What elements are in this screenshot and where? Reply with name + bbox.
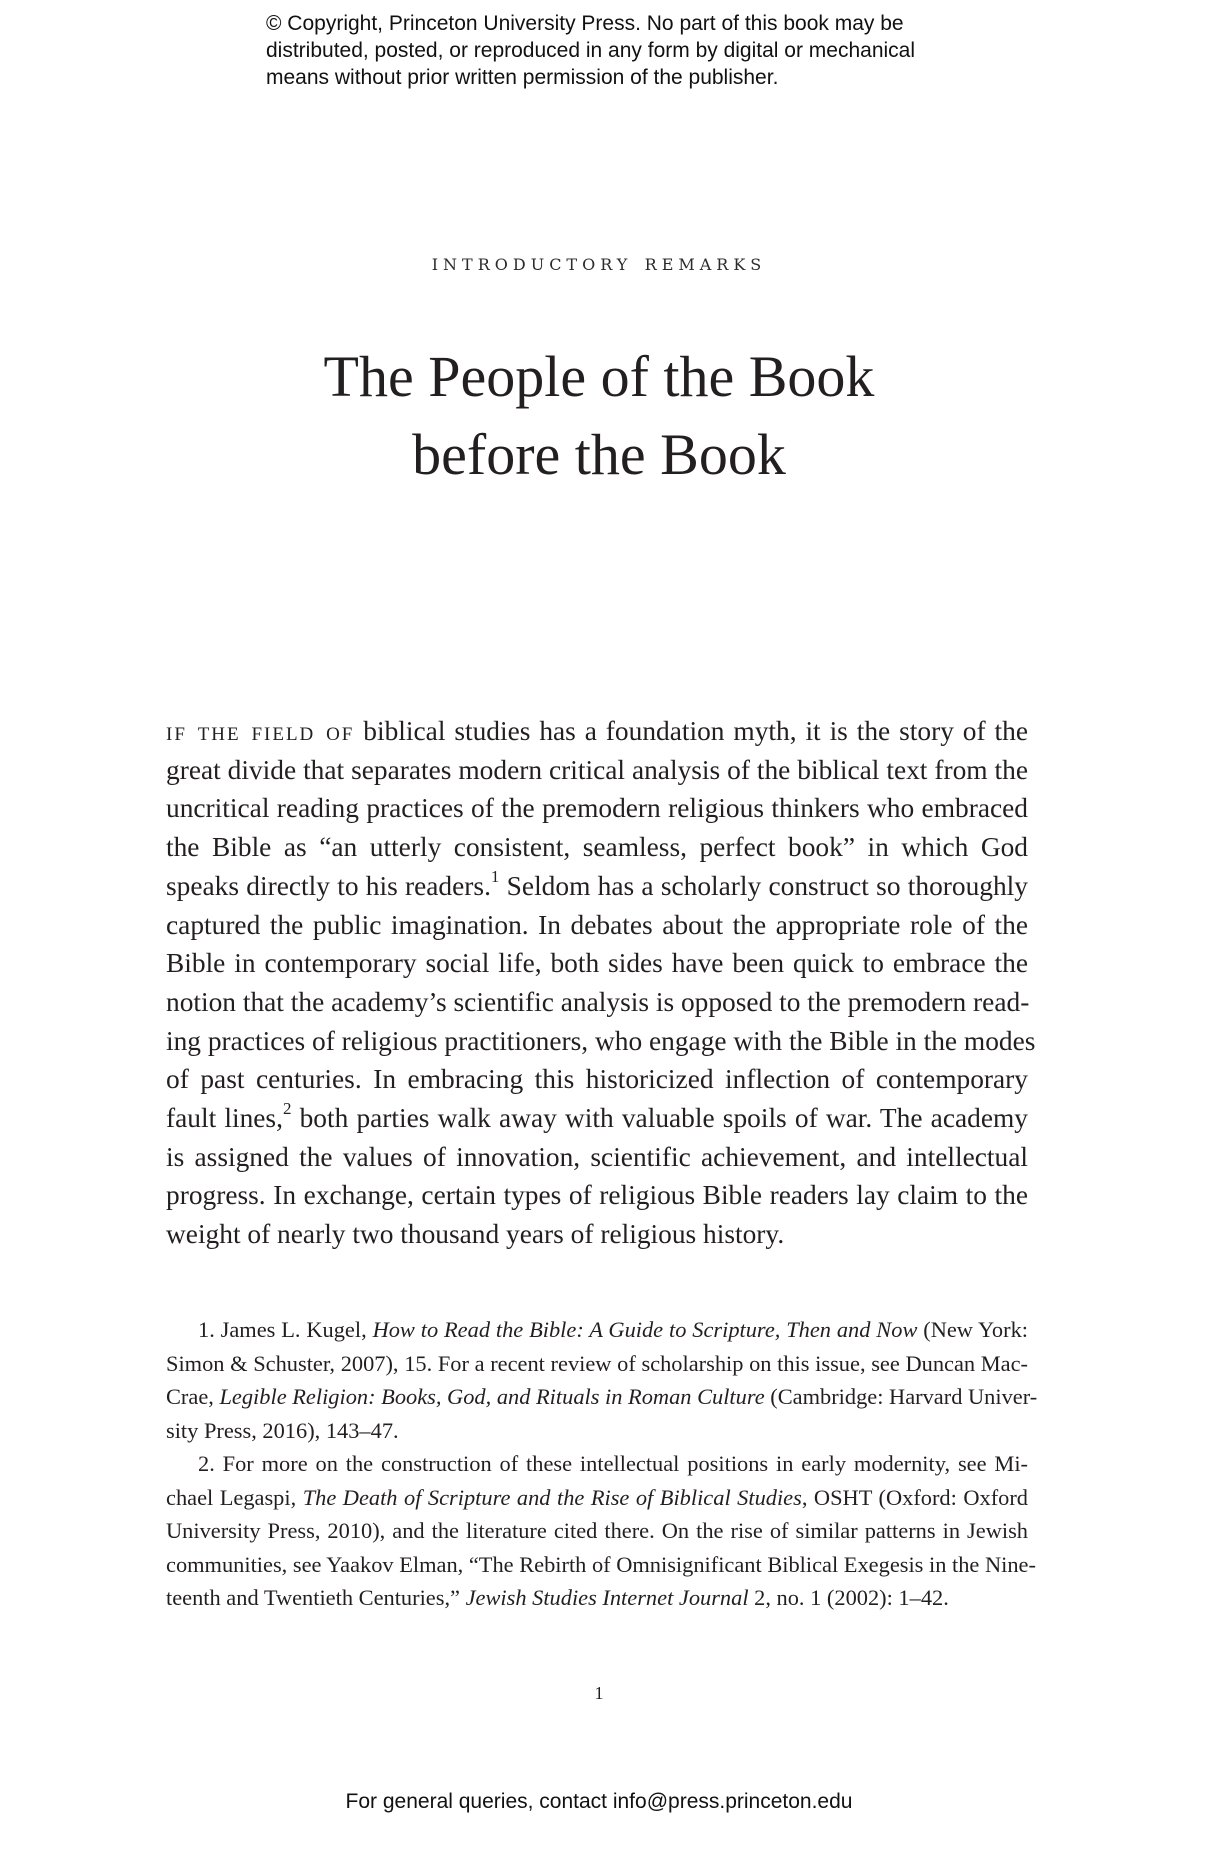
body-text-span: biblical studies has a foundation myth, it is the story of the	[354, 716, 1028, 746]
body-text-span: fault lines,	[166, 1103, 283, 1134]
body-line: captured the public imagination. In debates about the appropriate role of the	[166, 909, 1028, 940]
copyright-line: distributed, posted, or reproduced in any form by digital or mechanical	[266, 39, 916, 62]
note-text-span: 1. James L. Kugel,	[198, 1317, 373, 1342]
note-text-span: 2, no. 1 (2002): 1–42.	[748, 1585, 949, 1610]
body-line	[166, 867, 1028, 906]
body-line: of past centuries. In embracing this historicized inflection of contemporary	[166, 1064, 1028, 1095]
body-line: ing practices of religious practitioners, who engage with the Bible in the modes	[166, 1025, 1036, 1056]
body-line	[166, 1099, 1028, 1138]
body-text-span: both parties walk away with valuable spoils of war. The academy	[291, 1103, 1028, 1134]
copyright-line: © Copyright, Princeton University Press. No part of this book may be	[266, 12, 904, 35]
chapter-title-line: before the Book	[412, 422, 786, 487]
footnote-line: University Press, 2010), and the literature cited there. On the rise of similar patterns in Jewish	[166, 1518, 1028, 1543]
chapter-kicker: introductory remarks	[431, 250, 767, 276]
body-line: the Bible as “an utterly consistent, seamless, perfect book” in which God	[166, 832, 1028, 863]
note-text-span: (Cambridge: Harvard Univer-	[764, 1384, 1038, 1409]
opening-smallcaps: if the field of	[166, 716, 355, 746]
footnote-marker[interactable]: 2	[282, 1098, 292, 1118]
footnotes	[166, 1313, 1038, 1615]
footnote-line: communities, see Yaakov Elman, “The Rebirth of Omnisignificant Biblical Exegesis in the Nine-	[166, 1551, 1036, 1577]
body-line: progress. In exchange, certain types of religious Bible readers lay claim to the	[166, 1180, 1028, 1211]
footnote-line	[166, 1581, 1028, 1615]
note-text-span: chael Legaspi,	[166, 1484, 303, 1510]
body-paragraph	[166, 712, 1036, 1254]
cited-title: How to Read the Bible: A Guide to Scripture, Then and Now	[372, 1317, 918, 1342]
chapter-title-line: The People of the Book	[323, 344, 875, 409]
note-text-span: , OSHT (Oxford: Oxford	[801, 1484, 1028, 1510]
note-text-span: (New York:	[917, 1317, 1028, 1342]
contact-footer: For general queries, contact info@press.princeton.edu	[345, 1790, 853, 1813]
body-line: great divide that separates modern critical analysis of the biblical text from the	[166, 754, 1028, 785]
body-text-span: Seldom has a scholarly construct so thoroughly	[499, 870, 1028, 901]
copyright-notice	[266, 10, 986, 91]
footnote-line: 2. For more on the construction of these intellectual positions in early modernity, see Mi-	[198, 1451, 1028, 1476]
note-text-span: teenth and Twentieth Centuries,”	[166, 1585, 466, 1610]
body-line: weight of nearly two thousand years of religious history.	[166, 1219, 785, 1250]
body-text-span: speaks directly to his readers.	[166, 870, 491, 901]
cited-title: Legible Religion: Books, God, and Rituals in Roman Culture	[219, 1384, 765, 1409]
body-line: uncritical reading practices of the premodern religious thinkers who embraced	[166, 793, 1028, 824]
note-text-span: Crae,	[166, 1384, 220, 1409]
footnote-line	[166, 1380, 1038, 1414]
copyright-line: means without prior written permission of the publisher.	[266, 66, 779, 89]
page-number: 1	[594, 1683, 604, 1703]
body-line: notion that the academy’s scientific analysis is opposed to the premodern read-	[166, 986, 1030, 1017]
body-line	[166, 712, 1028, 751]
chapter-title	[0, 338, 1198, 494]
footnote-line: Simon & Schuster, 2007), 15. For a recent review of scholarship on this issue, see Duncan Mac-	[166, 1350, 1028, 1376]
footnote-line	[166, 1481, 1028, 1515]
cited-title: Jewish Studies Internet Journal	[465, 1585, 749, 1610]
footnote-line: sity Press, 2016), 143–47.	[166, 1417, 399, 1443]
cited-title: The Death of Scripture and the Rise of Biblical Studies	[302, 1484, 802, 1510]
footnote-marker[interactable]: 1	[490, 866, 500, 886]
body-line: is assigned the values of innovation, scientific achievement, and intellectual	[166, 1141, 1028, 1172]
footnote-line	[166, 1313, 1028, 1347]
body-line: Bible in contemporary social life, both sides have been quick to embrace the	[166, 948, 1028, 979]
